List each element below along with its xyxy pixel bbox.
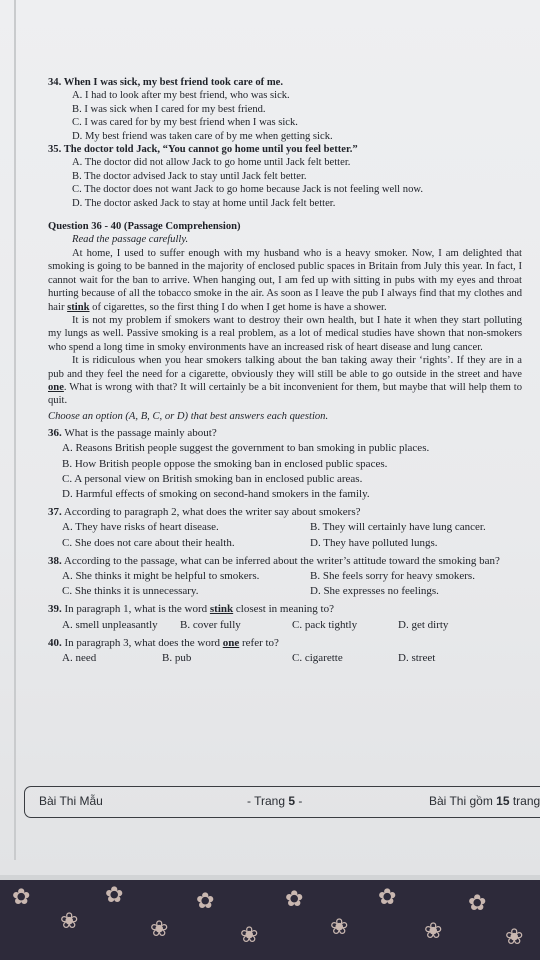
option-row (62, 584, 522, 599)
question-number: 36. (48, 427, 62, 440)
question-40 (48, 636, 522, 651)
option: A. They have risks of heart disease. (62, 521, 219, 534)
option: D. Harmful effects of smoking on second-hand smokers in the family. (62, 487, 370, 500)
section-instruction: Read the passage carefully. (72, 234, 189, 246)
passage-text: . What is wrong with that? It will certainly be a bit inconvenient for them, but maybe that will help them to quit. (48, 381, 522, 407)
question-stem: closest in meaning to? (233, 603, 334, 616)
page-footer (24, 786, 540, 818)
option: C. The doctor does not want Jack to go home because Jack is not feeling well now. (72, 184, 423, 196)
option: C. She does not care about their health. (62, 536, 235, 549)
page-total-prefix: Bài Thi gồm (429, 794, 497, 808)
flower-pattern: ❀ (424, 918, 443, 943)
option: B. pub (162, 652, 192, 664)
flower-pattern: ❀ (330, 914, 349, 939)
floral-fabric-background (0, 880, 540, 960)
option-row (62, 536, 522, 551)
option: B. She feels sorry for heavy smokers. (310, 569, 475, 582)
question-39 (48, 602, 522, 617)
flower-pattern: ❀ (240, 922, 259, 947)
flower-pattern: ✿ (285, 886, 304, 911)
page-total-suffix: trang (509, 794, 540, 808)
option: D. She expresses no feelings. (310, 585, 439, 598)
question-stem: 34. When I was sick, my best friend took care of me. (48, 77, 284, 88)
option: B. They will certainly have lung cancer. (310, 521, 486, 534)
passage-text: of cigarettes, so the first thing I do when I get home is have a shower. (89, 301, 387, 313)
option: D. The doctor asked Jack to stay at home until Jack felt better. (72, 197, 336, 209)
option: A. need (62, 652, 97, 664)
question-stem: In paragraph 3, what does the word (64, 636, 223, 649)
option-row (62, 569, 522, 584)
question-37 (48, 505, 522, 520)
flower-pattern: ✿ (196, 888, 215, 913)
option: C. I was cared for by my best friend when I was sick. (72, 117, 298, 129)
question-36 (48, 426, 522, 441)
option: C. She thinks it is unnecessary. (62, 585, 199, 598)
option: C. cigarette (292, 652, 343, 664)
question-number: 39. (48, 603, 62, 616)
flower-pattern: ✿ (378, 884, 397, 909)
underlined-word: one (48, 381, 64, 393)
page-number-suffix: - (295, 794, 303, 808)
passage-paragraph-3 (48, 354, 522, 408)
option: B. The doctor advised Jack to stay until Jack felt better. (72, 170, 307, 182)
flower-pattern: ✿ (468, 890, 487, 915)
question-34 (48, 76, 522, 143)
footer-title: Bài Thi Mẫu (39, 794, 103, 808)
question-number: 38. (48, 554, 62, 567)
page-total-value: 15 (496, 794, 510, 808)
question-stem: refer to? (239, 636, 279, 649)
choose-instruction: Choose an option (A, B, C, or D) that best answers each question. (48, 410, 329, 422)
option-row (62, 651, 522, 666)
question-38 (48, 554, 522, 569)
question-number: 40. (48, 636, 62, 649)
flower-pattern: ❀ (505, 924, 524, 949)
option: C. A personal view on British smoking ban in enclosed public areas. (62, 472, 363, 485)
page-total (429, 794, 540, 808)
question-stem: 35. The doctor told Jack, “You cannot go home until you feel better.” (48, 144, 358, 156)
question-number: 37. (48, 506, 62, 519)
option: D. They have polluted lungs. (310, 536, 438, 549)
question-stem: According to the passage, what can be inferred about the writer’s attitude toward the smoking ban? (63, 554, 500, 567)
option: A. I had to look after my best friend, who was sick. (72, 90, 290, 102)
exam-content (48, 76, 522, 666)
option: A. Reasons British people suggest the government to ban smoking in public places. (62, 442, 430, 455)
passage-text: It is ridiculous when you hear smokers talking about the ban taking away their ‘rights’. If they are in a pub and they feel the need for a cigarette, obviously they will still be able to go outside in the street and have (48, 355, 522, 380)
page-number-value: 5 (288, 794, 296, 808)
question-35 (48, 143, 522, 210)
option: B. How British people oppose the smoking ban in enclosed public spaces. (62, 457, 388, 470)
question-stem: What is the passage mainly about? (64, 427, 217, 440)
passage-text: At home, I used to suffer enough with my husband who is a heavy smoker. Now, I am delighted that smoking is going to be banned in the majority of enclosed public spaces in Britain from July this year. In fact, I cannot wait for the ban to arrive. When hanging out, I am fed up with sitting in pubs with my eyes and throat hurting because of all the tobacco smoke in the air. As soon as I leave the pub I always find that my clothes and hair (48, 247, 522, 313)
option: D. street (398, 652, 436, 664)
flower-pattern: ❀ (150, 916, 169, 941)
option: A. The doctor did not allow Jack to go home until Jack felt better. (72, 157, 351, 169)
flower-pattern: ❀ (60, 908, 79, 933)
underlined-word: one (222, 636, 240, 649)
option: B. cover fully (180, 618, 241, 631)
page-number-prefix: - Trang (247, 794, 289, 808)
option-row (62, 520, 522, 535)
option: D. My best friend was taken care of by me when getting sick. (72, 130, 333, 142)
option: C. pack tightly (292, 618, 358, 631)
underlined-word: stink (67, 301, 90, 313)
section-title: Question 36 - 40 (Passage Comprehension) (48, 221, 241, 233)
passage-paragraph-1 (48, 247, 522, 314)
question-stem: According to paragraph 2, what does the writer say about smokers? (63, 506, 361, 519)
page-number (247, 794, 302, 808)
flower-pattern: ✿ (105, 882, 124, 907)
passage-paragraph-2: It is not my problem if smokers want to destroy their own health, but I hate it when they start polluting my lungs as well. Passive smoking is a real problem, as a lot of medical studies have shown that non-smokers who spend a long time in smoky environments have an increased risk of heart disease and lung cancer. (48, 314, 522, 353)
option-row (62, 618, 522, 633)
option: A. She thinks it might be helpful to smokers. (62, 569, 260, 582)
question-stem: In paragraph 1, what is the word (64, 603, 210, 616)
option: D. get dirty (398, 618, 449, 631)
flower-pattern: ✿ (12, 884, 31, 909)
underlined-word: stink (209, 603, 234, 616)
page-edge (14, 0, 16, 860)
option: A. smell unpleasantly (62, 618, 158, 631)
option: B. I was sick when I cared for my best friend. (72, 103, 266, 115)
